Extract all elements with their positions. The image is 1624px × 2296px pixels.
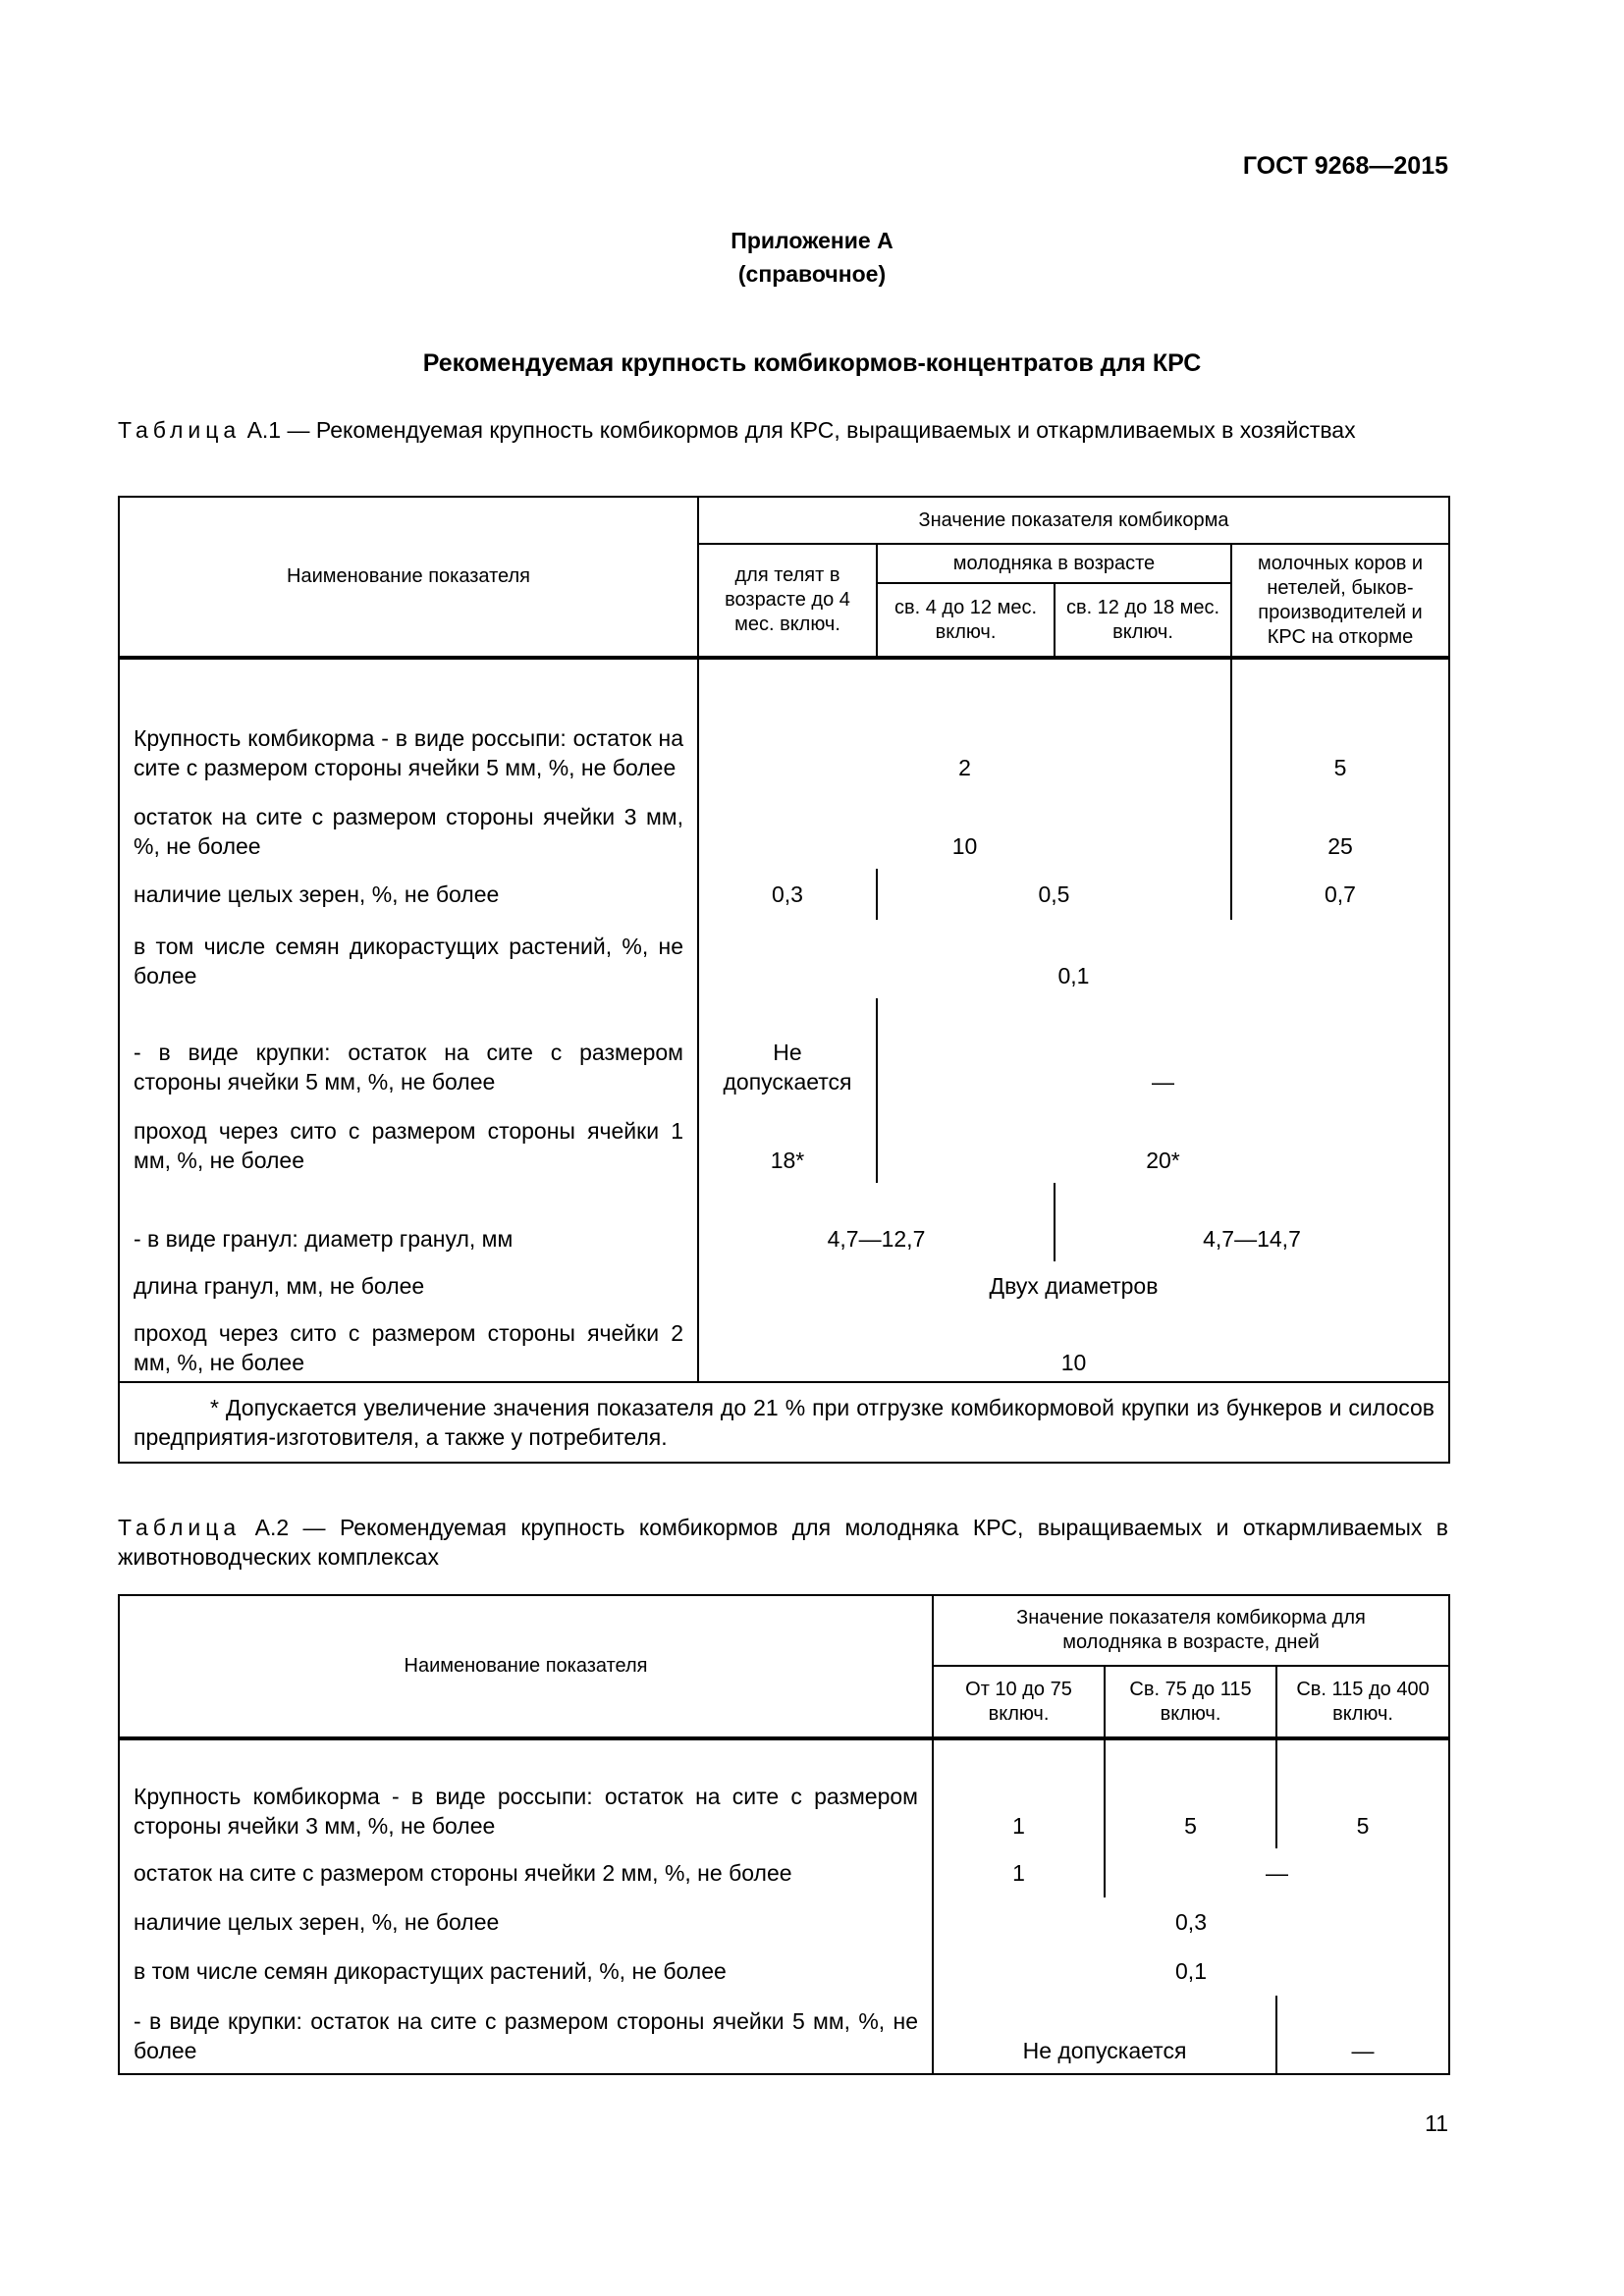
t1-cell: 5 (1231, 658, 1449, 790)
t2-header-group: Значение показателя комбикорма для молодняка в возрасте, дней (933, 1595, 1449, 1666)
t2-cell: 5 (1356, 1813, 1370, 1839)
t2-cell: 0,1 (1175, 1958, 1207, 1984)
t1-cell: 4,7—14,7 (1203, 1226, 1301, 1252)
t1-header-indicator: Наименование показателя (119, 497, 698, 658)
t1-row-label: проход через сито с размером стороны ячейки 2 мм, %, не более (119, 1310, 698, 1382)
t2-row-label: в том числе семян дикорастущих растений, %, не более (119, 1947, 933, 1996)
table1-caption (118, 415, 1448, 445)
table2-caption (118, 1513, 1448, 1572)
t2-header-col2: Св. 75 до 115 включ. (1105, 1666, 1276, 1738)
t1-cell: 2 (958, 755, 971, 780)
t2-cell: — (1266, 1860, 1289, 1886)
t1-cell: 20* (1146, 1148, 1180, 1173)
t1-cell: 10 (1060, 1350, 1087, 1375)
t2-cell: 1 (933, 1848, 1105, 1897)
t2-cell: 1 (933, 1738, 1105, 1848)
table2-caption-text: А.2 — Рекомендуемая крупность комбикормов для молодняка КРС, выращиваемых и откармливаемых в животноводческих комплексах (118, 1515, 1448, 1570)
t1-row-label: в том числе семян дикорастущих растений, %, не более (119, 920, 698, 998)
t1-cell: 0,5 (1038, 881, 1070, 907)
table-a2 (118, 1594, 1450, 2075)
t2-header-col1: От 10 до 75 включ. (933, 1666, 1105, 1738)
t1-cell: Двух диаметров (989, 1273, 1159, 1299)
document-id: ГОСТ 9268—2015 (1242, 152, 1448, 180)
page-number: 11 (1425, 2110, 1448, 2136)
t2-header-col3: Св. 115 до 400 включ. (1276, 1666, 1449, 1738)
t1-cell: 0,7 (1231, 869, 1449, 920)
t1-row-label: - в виде крупки: остаток на сите с размером стороны ячейки 5 мм, %, не более (119, 998, 698, 1104)
t1-header-young: молодняка в возрасте (877, 544, 1231, 583)
t2-row-label: наличие целых зерен, %, не более (119, 1897, 933, 1947)
t1-cell: 18* (698, 1104, 877, 1183)
t2-row-label: остаток на сите с размером стороны ячейки 2 мм, %, не более (119, 1848, 933, 1897)
t2-row-label: Крупность комбикорма - в виде россыпи: остаток на сите с размером стороны ячейки 3 мм, %, не более (119, 1738, 933, 1848)
t1-row-label: остаток на сите с размером стороны ячейки 3 мм, %, не более (119, 790, 698, 869)
t1-row-label: - в виде гранул: диаметр гранул, мм (119, 1183, 698, 1261)
t1-row-label: длина гранул, мм, не более (119, 1261, 698, 1310)
t2-cell: — (1351, 2038, 1375, 2063)
t1-cell: Не допускается (698, 998, 877, 1104)
t2-cell: Не допускается (933, 1996, 1276, 2074)
t1-header-calves: для телят в возрасте до 4 мес. включ. (698, 544, 877, 658)
t2-row-label: - в виде крупки: остаток на сите с размером стороны ячейки 5 мм, %, не более (119, 1996, 933, 2074)
table1-caption-text: А.1 — Рекомендуемая крупность комбикормов для КРС, выращиваемых и откармливаемых в хозяйствах (246, 417, 1356, 443)
table1-caption-prefix: Таблица (118, 417, 242, 443)
t2-cell: 0,3 (1175, 1909, 1207, 1935)
t1-footnote: * Допускается увеличение значения показателя до 21 % при отгрузке комбикормовой крупки из бункеров и силосов предприятия-изготовителя, а также у потребителя. (119, 1382, 1449, 1463)
t1-row-label: Крупность комбикорма - в виде россыпи: остаток на сите с размером стороны ячейки 5 мм, %, не более (119, 658, 698, 790)
table-a1 (118, 496, 1450, 1464)
t1-row-label: наличие целых зерен, %, не более (119, 869, 698, 920)
t1-cell: — (1152, 1069, 1174, 1095)
t2-cell: 5 (1105, 1738, 1276, 1848)
t1-cell: 0,1 (1057, 963, 1090, 988)
t2-header-indicator: Наименование показателя (119, 1595, 933, 1738)
t1-header-young-4-12: св. 4 до 12 мес. включ. (877, 583, 1055, 658)
table2-caption-prefix: Таблица (118, 1515, 242, 1540)
t1-cell: 4,7—12,7 (698, 1183, 1055, 1261)
t1-header-group: Значение показателя комбикорма (698, 497, 1449, 544)
t1-cell: 10 (951, 833, 978, 859)
t1-cell: 25 (1231, 790, 1449, 869)
annex-subtitle: (справочное) (737, 261, 887, 287)
t1-cell: 0,3 (698, 869, 877, 920)
t1-header-young-12-18: св. 12 до 18 мес. включ. (1055, 583, 1231, 658)
section-title: Рекомендуемая крупность комбикормов-концентратов для КРС (422, 349, 1202, 377)
t1-header-cows: молочных коров и нетелей, быков-производителей и КРС на откорме (1231, 544, 1449, 658)
t1-row-label: проход через сито с размером стороны ячейки 1 мм, %, не более (119, 1104, 698, 1183)
annex-title: Приложение А (731, 228, 893, 253)
